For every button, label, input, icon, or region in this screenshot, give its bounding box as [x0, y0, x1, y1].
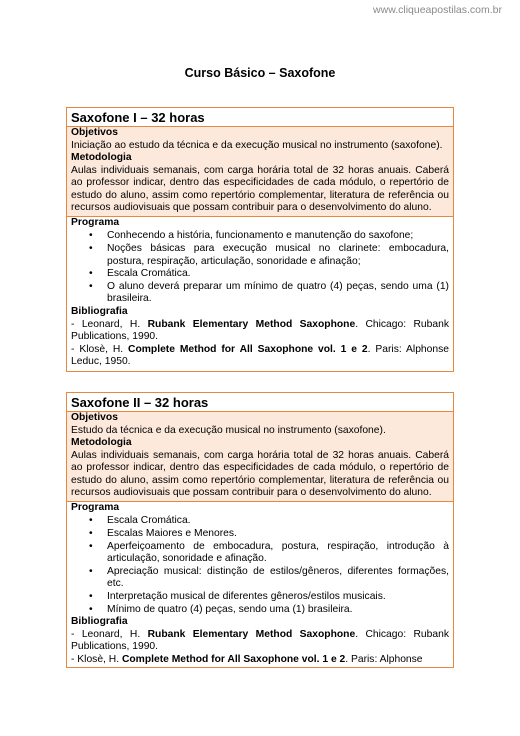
programa-label: Programa — [71, 501, 120, 513]
course-box-saxofone-1 — [66, 107, 454, 372]
metodologia-label: Metodologia — [71, 437, 132, 449]
watermark-url: www.cliqueapostilas.com.br — [373, 4, 502, 16]
programa-item: • Escala Cromática. — [101, 268, 449, 281]
objetivos-text: Estudo da técnica e da execução musical no instrumento (saxofone). — [71, 424, 386, 436]
bibliography-entry — [71, 654, 449, 667]
bib-title: Complete Method for All Saxophone vol. 1 e 2 — [128, 343, 368, 355]
bibliografia-label: Bibliografia — [71, 616, 128, 628]
programa-item: • Noções básicas para execução musical no clarinete: embocadura, postura, respiração, articulação, sonoridade e afinação; — [101, 243, 449, 268]
programa-bibliografia-block — [67, 502, 453, 668]
bib-author: - Leonard, H. — [71, 628, 148, 640]
bib-author: - Klosè, H. — [71, 343, 129, 355]
bib-publisher: . Chicago: Rubank Publications, 1990. — [71, 318, 449, 343]
bib-author: - Klosè, H. — [71, 653, 122, 665]
programa-item: • Aperfeiçoamento de embocadura, postura, respiração, introdução à articulação, sonoridade e afinação. — [101, 541, 449, 566]
bibliography-entry — [71, 629, 449, 654]
programa-item: • Mínimo de quatro (4) peças, sendo uma (1) brasileira. — [101, 604, 449, 617]
objetivos-label: Objetivos — [71, 412, 118, 423]
objetivos-label: Objetivos — [71, 127, 118, 138]
section-header: Saxofone I – 32 horas — [67, 108, 453, 127]
bibliography-entry — [71, 319, 449, 344]
objetivos-text: Iniciação ao estudo da técnica e da execução musical no instrumento (saxofone). — [71, 139, 443, 151]
bib-title: Rubank Elementary Method Saxophone — [147, 318, 356, 330]
bibliography-entry — [71, 344, 449, 369]
programa-item: • Interpretação musical de diferentes gêneros/estilos musicais. — [101, 591, 449, 604]
programa-item: • Conhecendo a história, funcionamento e manutenção do saxofone; — [101, 230, 449, 243]
bib-title: Complete Method for All Saxophone vol. 1 e 2 — [121, 653, 346, 665]
bibliografia-label: Bibliografia — [71, 306, 128, 318]
bib-author: - Leonard, H. — [71, 318, 148, 330]
bib-publisher: . Paris: Alphonse Leduc, 1950. — [71, 343, 449, 368]
section-header: Saxofone II – 32 horas — [67, 393, 453, 412]
metodologia-text: Aulas individuais semanais, com carga horária total de 32 horas anuais. Caberá ao professor indicar, dentro das especificidades de cada módulo, o repertório de estudo do aluno, assim como repertório complementar, literatura de referência ou recursos audiovisuais que possam contribuir para o desenvolvimento do aluno. — [71, 449, 449, 499]
bib-publisher: . Paris: Alphonse — [345, 653, 423, 665]
programa-item: • Apreciação musical: distinção de estilos/gêneros, diferentes formações, etc. — [101, 566, 449, 591]
programa-list — [71, 515, 449, 616]
programa-bibliografia-block — [67, 217, 453, 371]
programa-list — [71, 230, 449, 306]
bib-publisher: . Chicago: Rubank Publications, 1990. — [71, 628, 449, 653]
objetivos-metodologia-band — [67, 127, 453, 217]
programa-label: Programa — [71, 216, 120, 228]
objetivos-metodologia-band — [67, 412, 453, 502]
metodologia-label: Metodologia — [71, 152, 132, 164]
programa-item: • Escalas Maiores e Menores. — [101, 528, 449, 541]
page-title: Curso Básico – Saxofone — [184, 66, 336, 80]
course-box-saxofone-2 — [66, 392, 454, 668]
programa-item: • Escala Cromática. — [101, 515, 449, 528]
programa-item: • O aluno deverá preparar um mínimo de quatro (4) peças, sendo uma (1) brasileira. — [101, 281, 449, 306]
metodologia-text: Aulas individuais semanais, com carga horária total de 32 horas anuais. Caberá ao professor indicar, dentro das especificidades de cada módulo, o repertório de estudo do aluno, assim como repertório complementar, literatura de referência ou recursos audiovisuais que possam contribuir para o desenvolvimento do aluno. — [71, 164, 449, 214]
bib-title: Rubank Elementary Method Saxophone — [147, 628, 356, 640]
